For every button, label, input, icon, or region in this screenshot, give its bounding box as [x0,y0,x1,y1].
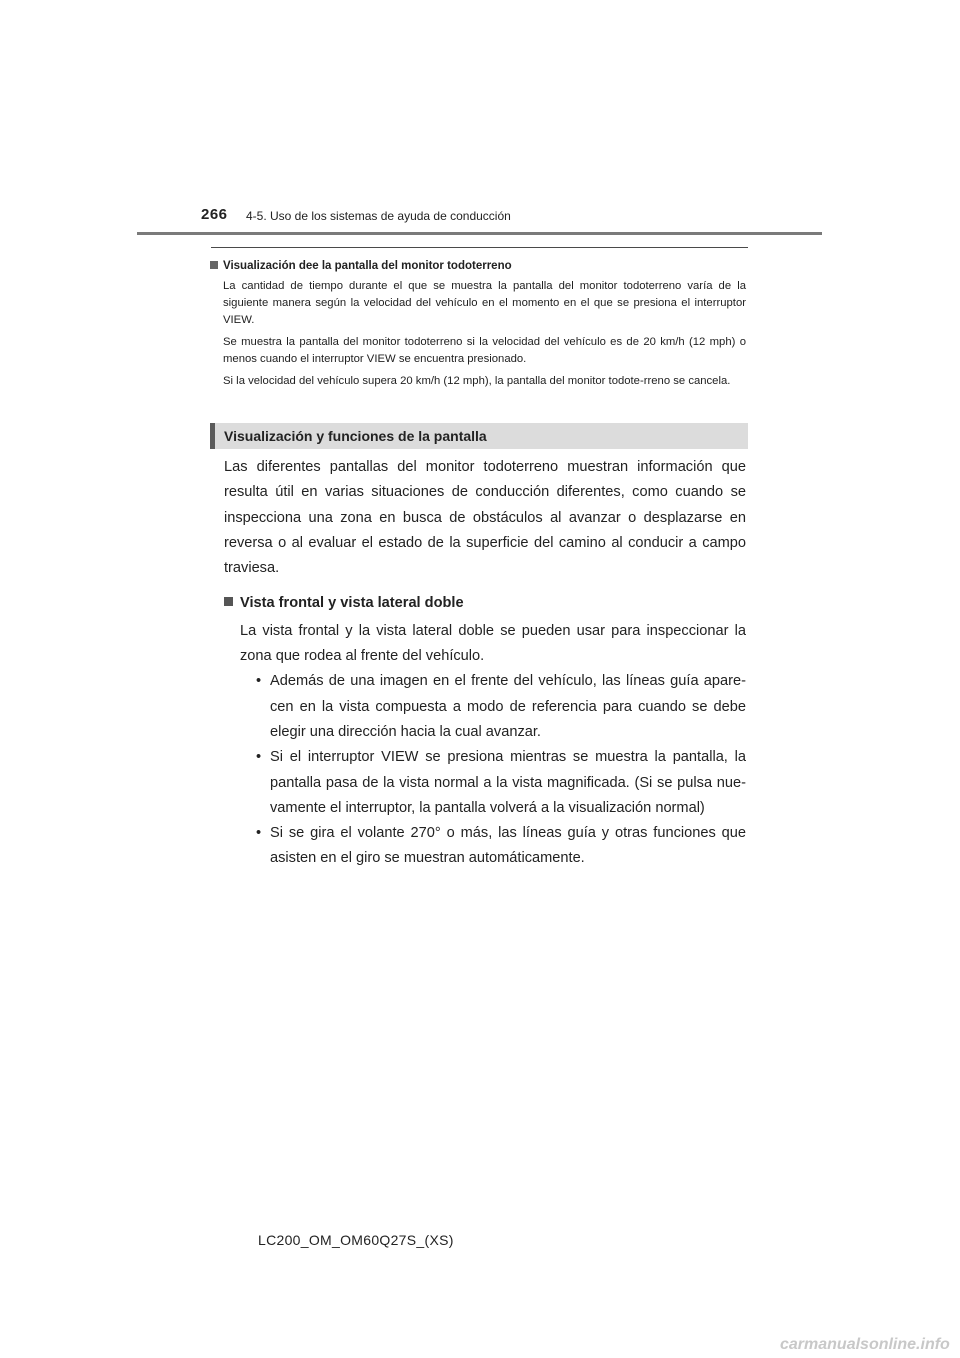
list-item-text: Si se gira el volante 270° o más, las líneas guía y otras funciones que asisten en el giro se muestran automáticamente. [270,825,746,867]
square-bullet-icon [224,597,233,606]
subsection-body [240,619,746,872]
list-item-text: Si el interruptor VIEW se presiona mientras se muestra la pantalla, la pantalla pasa de la vista normal a la vista magnificada. (Si se pulsa nue-vamente el interruptor, la pantalla volverá a la visualización normal) [270,749,746,816]
page-number: 266 [201,206,228,223]
note-paragraph: Se muestra la pantalla del monitor todoterreno si la velocidad del vehículo es de 20 km/h (12 mph) o menos cuando el interruptor VIEW se encuentra presionado. [223,336,746,365]
bullet-dot-icon: • [256,673,262,690]
bullet-dot-icon: • [256,825,262,842]
note-paragraph: La cantidad de tiempo durante el que se muestra la pantalla del monitor todoterreno varía de la siguiente manera según la velocidad del vehículo en el momento en el que se presiona el interruptor VIEW. [223,280,746,326]
section-banner [210,423,748,449]
content-rule [211,247,748,248]
bullet-list [240,669,746,871]
header-rule [137,232,822,235]
list-item [240,669,746,745]
section-title: 4-5. Uso de los sistemas de ayuda de conducción [246,209,511,223]
subsection-heading-text: Vista frontal y vista lateral doble [240,595,464,612]
bullet-dot-icon: • [256,749,262,766]
section-banner-title: Visualización y funciones de la pantalla [224,428,487,444]
square-bullet-icon [210,261,218,269]
subsection-heading [224,591,746,616]
note-heading [210,259,746,273]
footer-doc-code: LC200_OM_OM60Q27S_(XS) [258,1232,454,1248]
note-heading-text: Visualización dee la pantalla del monitor todoterreno [223,260,512,272]
list-item [240,821,746,872]
note-block [210,259,746,395]
list-item [240,745,746,821]
subsection-paragraph: La vista frontal y la vista lateral doble se pueden usar para inspeccionar la zona que rodea al frente del vehículo. [240,622,746,665]
watermark: carmanualsonline.info [780,1336,950,1353]
list-item-text: Además de una imagen en el frente del vehículo, las líneas guía apare-cen en la vista compuesta a modo de referencia para cuando se debe elegir una dirección hacia la cual avanzar. [270,673,746,740]
main-content [224,455,746,872]
note-paragraph: Si la velocidad del vehículo supera 20 km/h (12 mph), la pantalla del monitor todote-rreno se cancela. [223,375,731,387]
intro-paragraph: Las diferentes pantallas del monitor todoterreno muestran información que resulta útil en varias situaciones de conducción diferentes, como cuando se inspecciona una zona en busca de obstáculos al avanzar o desplazarse en reversa o al evaluar el estado de la superficie del camino al conducir a campo traviesa. [224,459,746,577]
